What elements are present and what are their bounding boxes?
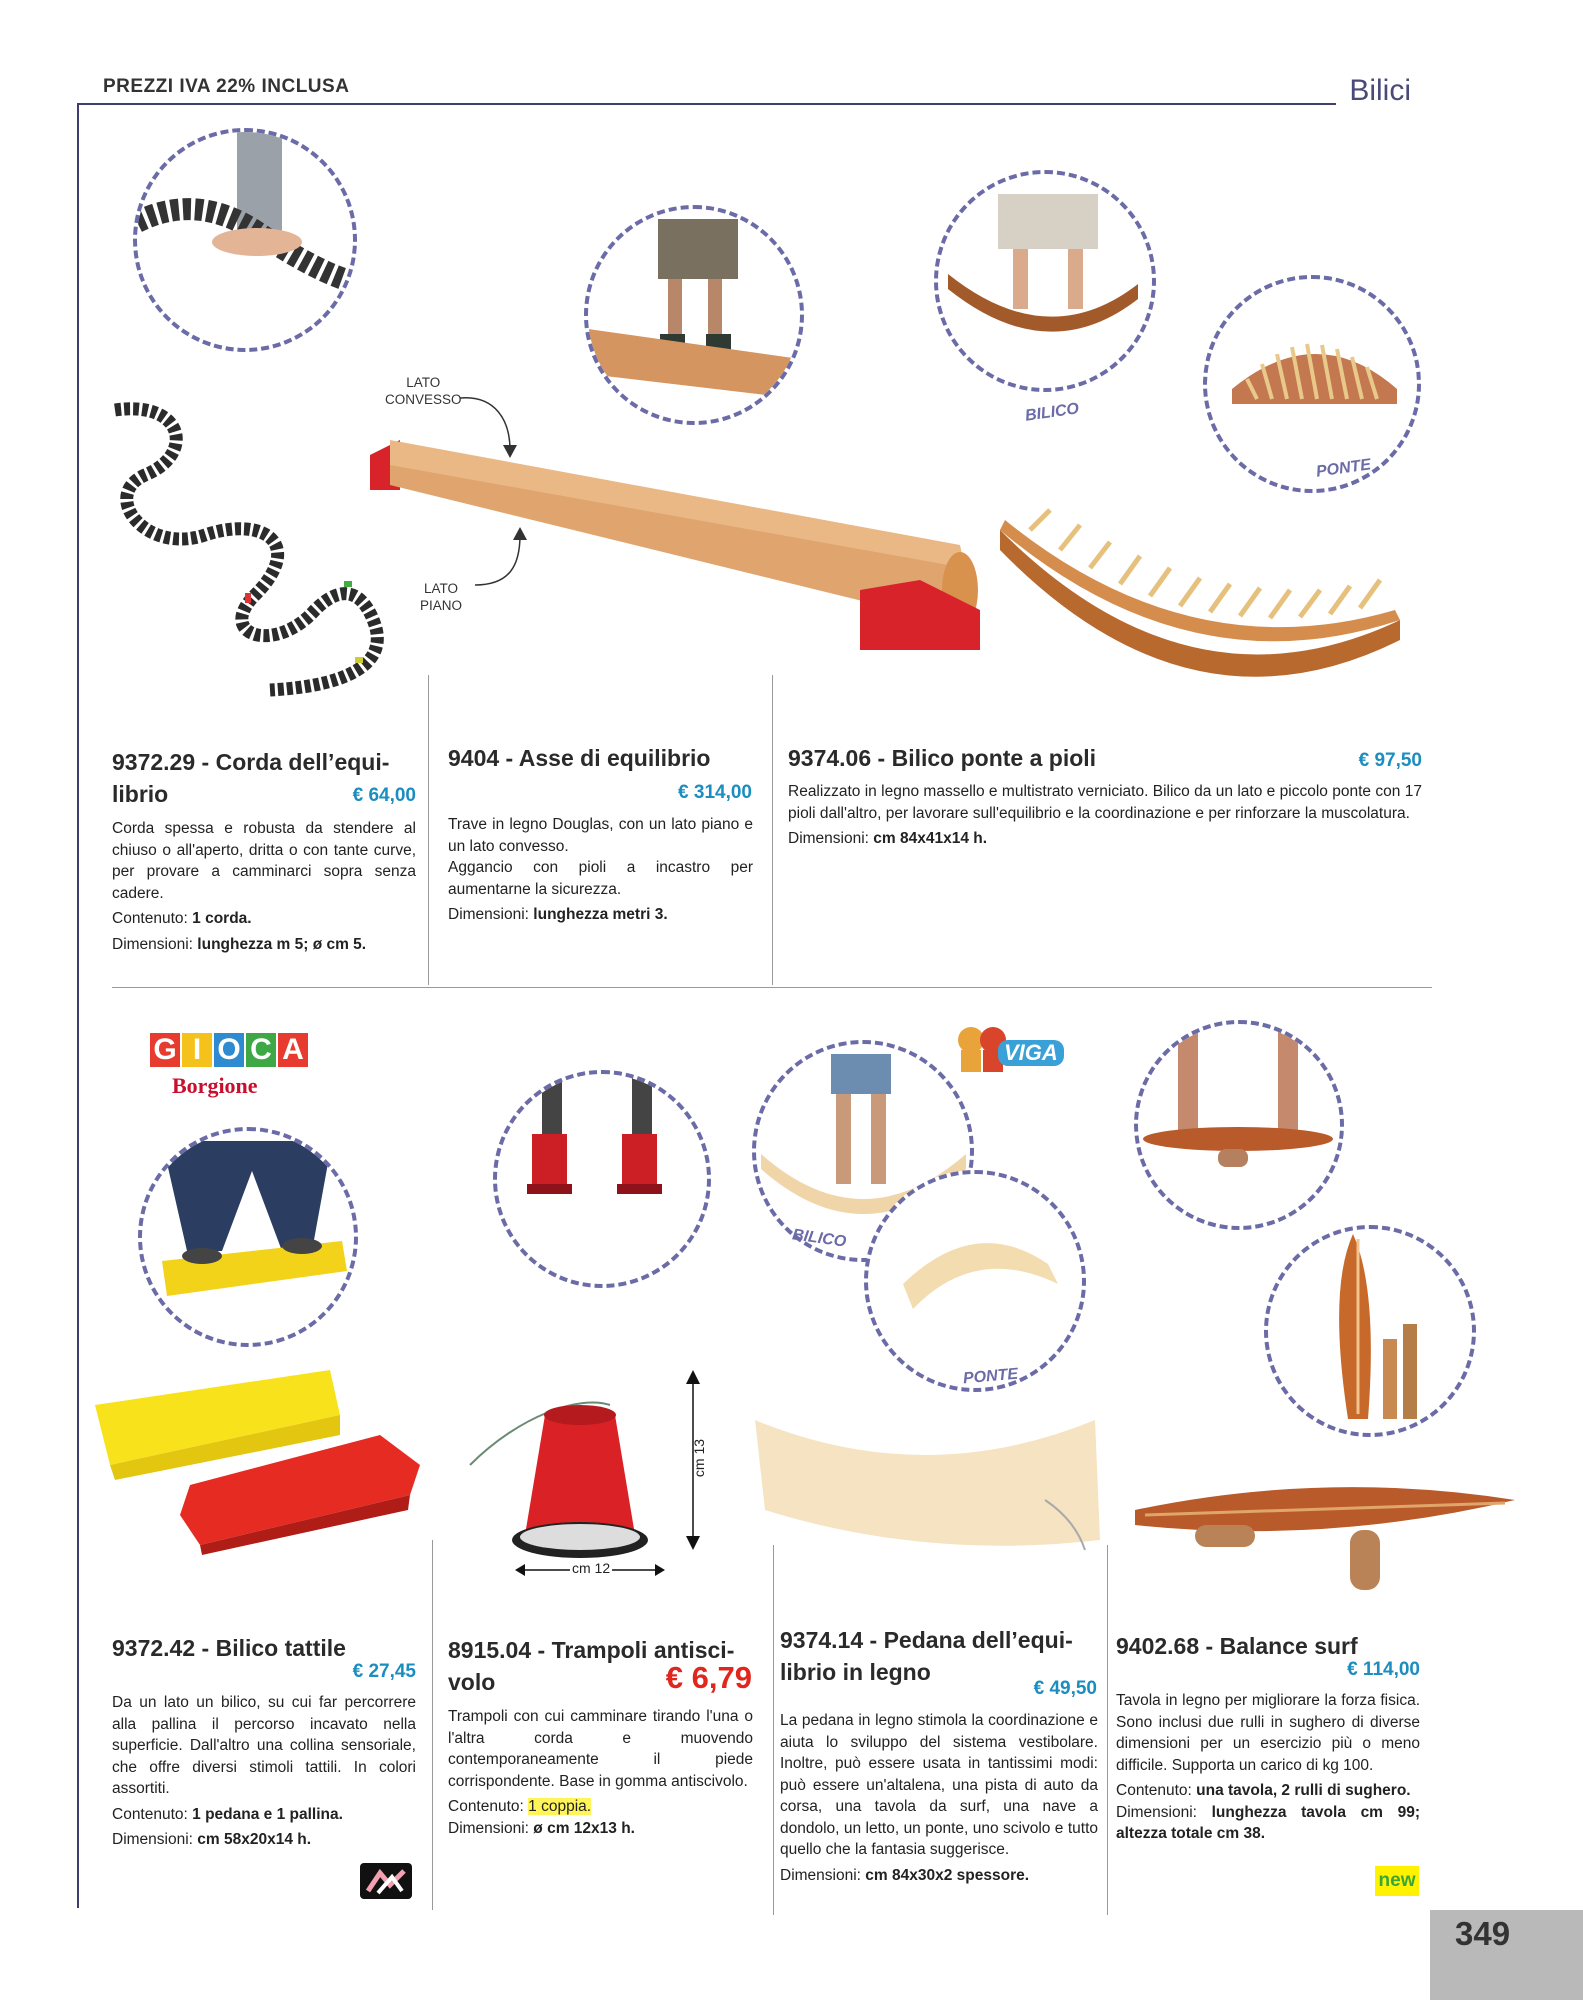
label-ponte: PONTE [1315, 456, 1372, 481]
product-price: € 27,45 [352, 1661, 416, 1682]
label-bilico: BILICO [1024, 400, 1081, 425]
product-title: 9372.29 - Corda dell’equi- librio [112, 749, 390, 807]
product-price: € 97,50 [1358, 750, 1422, 771]
product-title: 9402.68 - Balance surf [1116, 1633, 1358, 1659]
tactile-hand-icon [360, 1863, 412, 1899]
board-bridge-photo [864, 1170, 1086, 1392]
curved-board-image [745, 1400, 1105, 1570]
product-description: Realizzato in legno massello e multistrato verniciato. Bilico da un lato e piccolo ponte con 17 pioli dall'altro, per lavorare sull'equilibrio e la coordinazione e per rinforzare la muscolatura. Dimensioni: cm 84x41x14 h. [788, 783, 1422, 847]
product-title: 9404 - Asse di equilibrio [448, 745, 711, 771]
product-description: Trave in legno Douglas, con un lato piano e un lato convesso. Aggancio con pioli a incastro per aumentarne la sicurezza. Dimensioni: lunghezza metri 3. [448, 816, 753, 923]
label-convex-side: LATO CONVESSO [385, 375, 462, 407]
header-vat-note: PREZZI IVA 22% INCLUSA [103, 76, 350, 97]
label-flat-side: LATO PIANO [420, 581, 463, 613]
gioca-letter-block: G [150, 1033, 180, 1067]
product-description: Da un lato un bilico, su cui far percorrere alla pallina il percorso incavato nella superficie. Dall'altro una collina sensoriale, che offre diversi stimoli tattili. In colori assortiti. Contenuto: 1 pedana e 1 pallina. Dimensioni: cm 58x20x14 h. [112, 1694, 416, 1848]
section-title: Bilici [1349, 74, 1411, 107]
surf-board-top-photo [1264, 1225, 1476, 1437]
product-price: € 64,00 [352, 785, 416, 806]
gioca-letter-block: A [278, 1033, 308, 1067]
product-price: € 49,50 [1033, 1678, 1097, 1699]
viga-wordmark: VIGA [998, 1040, 1064, 1066]
row-divider [112, 987, 1432, 988]
product-title: 8915.04 - Trampoli antisci- volo [448, 1637, 735, 1695]
tactile-rocker-image [90, 1365, 430, 1555]
borgione-wordmark: Borgione [172, 1073, 258, 1098]
label-bilico: BILICO [791, 1226, 848, 1251]
column-divider [428, 675, 429, 985]
arrow-flat [470, 525, 530, 595]
product-description: La pedana in legno stimola la coordinazione e aiuta lo sviluppo del sistema vestibolare. Inoltre, può essere usata in tantissimi modi: può essere un'altalena, una pista di auto da corsa, una tavola da surf, una nave a dondolo, un letto, un ponte, uno scivolo e tutto quello che la fantasia suggerisce. Dimensioni: cm 84x30x2 spessore. [780, 1712, 1098, 1884]
left-rule [77, 103, 79, 1908]
product-price: € 114,00 [1347, 1659, 1420, 1680]
gioca-borgione-logo [150, 1033, 345, 1113]
label-ponte: PONTE [962, 1365, 1019, 1388]
beam-kid-photo [584, 205, 804, 425]
column-divider [772, 675, 773, 985]
gioca-letter-block: I [182, 1033, 212, 1067]
product-title: 9372.42 - Bilico tattile [112, 1635, 346, 1661]
bridge-photo [1203, 275, 1421, 493]
label-width: cm 12 [572, 1560, 611, 1576]
rope-feet-photo [133, 128, 357, 352]
tactile-rocker-photo [138, 1127, 358, 1347]
new-badge: new [1375, 1866, 1419, 1896]
gioca-letter-block: O [214, 1033, 244, 1067]
column-divider [1107, 1545, 1108, 1915]
rocker-board-image [990, 490, 1420, 700]
column-divider [432, 1540, 433, 1910]
stilts-kid-photo [493, 1070, 711, 1288]
rocker-kid-photo [934, 170, 1156, 392]
header-rule [78, 103, 1336, 105]
product-title: 9374.06 - Bilico ponte a pioli [788, 745, 1097, 771]
product-description: Tavola in legno per migliorare la forza fisica. Sono inclusi due rulli in sughero di diverse dimensioni per un esercizio più o meno difficile. Supporta un carico di kg 100. Contenuto: una tavola, 2 rulli di sughero. Dimensioni: lunghezza tavola cm 99; altezza totale cm 38. [1116, 1692, 1420, 1842]
gioca-letter-block: C [246, 1033, 276, 1067]
arrow-convex [455, 390, 525, 460]
balance-surf-legs-photo [1134, 1020, 1344, 1230]
product-description: Corda spessa e robusta da stendere al chiuso o all'aperto, dritta o con tante curve, per provare a camminarci sopra senza cadere. Contenuto: 1 corda. Dimensioni: lunghezza m 5; ø cm 5. [112, 820, 416, 953]
column-divider [773, 1545, 774, 1915]
product-price: € 6,79 [665, 1660, 752, 1695]
product-title: 9374.14 - Pedana dell’equi- librio in legno [780, 1627, 1073, 1685]
viga-logo [953, 1020, 1073, 1080]
balance-surf-image [1125, 1455, 1525, 1595]
product-description: Trampoli con cui camminare tirando l'una o l'altra corda e muovendo contemporaneamente il piede corrispondente. Base in gomma antiscivolo. Contenuto: 1 coppia. Dimensioni: ø cm 12x13 h. [448, 1708, 753, 1837]
page-number: 349 [1455, 1915, 1511, 1952]
label-height: cm 13 [691, 1438, 708, 1478]
product-price: € 314,00 [678, 782, 752, 803]
